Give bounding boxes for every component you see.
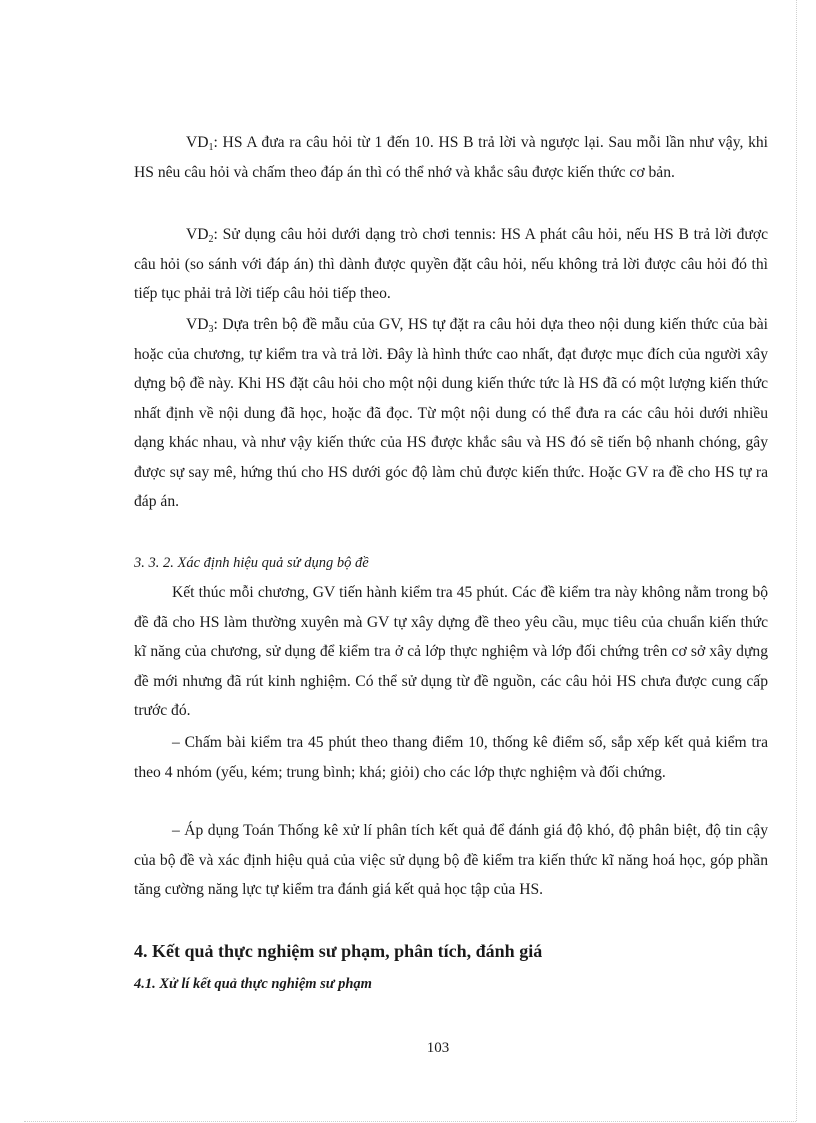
ket-thuc-text: Kết thúc mỗi chương, GV tiến hành kiểm tra 45 phút. Các đề kiểm tra này không nằm trong bộ đề đã cho HS làm thường xuyên mà GV tự xây dựng đề theo yêu cầu, mục tiêu của chuẩn kiến thức kĩ năng của chương, sử dụng để kiểm tra ở cả lớp thực nghiệm và lớp đối chứng trên cơ sở xây dựng đề mới nhưng đã rút kinh nghiệm. Có thể sử dụng từ đề nguồn, các câu hỏi HS chưa được cung cấp trước đó. [134,584,768,719]
page-border-right [796,0,797,1121]
vd1-subscript: 1 [208,142,214,153]
ap-dung-text: – Áp dụng Toán Thống kê xử lí phân tích kết quả để đánh giá độ khó, độ phân biệt, độ tin cậy của bộ đề và xác định hiệu quả của việc sử dụng bộ đề kiểm tra kiến thức kĩ năng hoá học, góp phần tăng cường năng lực tự kiểm tra đánh giá kết quả học tập của HS. [134,822,768,898]
vd2-subscript: 2 [208,234,214,245]
paragraph-ap-dung [134,816,768,905]
cham-bai-text: – Chấm bài kiểm tra 45 phút theo thang điểm 10, thống kê điểm số, sắp xếp kết quả kiểm tra theo 4 nhóm (yếu, kém; trung bình; khá; giỏi) cho các lớp thực nghiệm và đối chứng. [134,734,768,781]
paragraph-vd1 [134,128,768,187]
paragraph-ket-thuc [134,578,768,726]
paragraph-vd2 [134,220,768,309]
section-heading-3-3-2: 3. 3. 2. Xác định hiệu quả sử dụng bộ đề [134,555,369,571]
vd3-label: VD [186,316,209,333]
page-border-bottom [24,1121,796,1122]
paragraph-vd3 [134,310,768,517]
page-number: 103 [426,1040,450,1056]
vd2-text: : Sử dụng câu hỏi dưới dạng trò chơi tennis: HS A phát câu hỏi, nếu HS B trả lời được câu hỏi (so sánh với đáp án) thì dành được quyền đặt câu hỏi, nếu không trả lời được câu hỏi đó thì tiếp tục phải trả lời tiếp câu hỏi tiếp theo. [134,226,768,302]
heading-section-4-1: 4.1. Xử lí kết quả thực nghiệm sư phạm [134,976,372,992]
vd3-text: : Dựa trên bộ đề mẫu của GV, HS tự đặt ra câu hỏi dựa theo nội dung kiến thức của bài hoặc của chương, tự kiểm tra và trả lời. Đây là hình thức cao nhất, đạt được mục đích của người xây dựng bộ đề này. Khi HS đặt câu hỏi cho một nội dung kiến thức tức là HS đã có một lượng kiến thức nhất định về nội dung đã học, hoặc đã đọc. Từ một nội dung có thể đưa ra các câu hỏi dưới nhiều dạng khác nhau, và như vậy kiến thức của HS được khắc sâu và HS đó sẽ tiến bộ nhanh chóng, gây được sự say mê, hứng thú cho HS dưới góc độ làm chủ được kiến thức. Hoặc GV ra đề cho HS tự ra đáp án. [134,316,768,510]
heading-section-4: 4. Kết quả thực nghiệm sư phạm, phân tích, đánh giá [134,941,543,961]
vd2-label: VD [186,226,209,243]
vd1-label: VD [186,134,209,151]
vd3-subscript: 3 [208,324,214,335]
paragraph-cham-bai [134,728,768,787]
vd1-text: : HS A đưa ra câu hỏi từ 1 đến 10. HS B trả lời và ngược lại. Sau mỗi lần như vậy, khi HS nêu câu hỏi và chấm theo đáp án thì có thể nhớ và khắc sâu được kiến thức cơ bản. [134,134,768,181]
